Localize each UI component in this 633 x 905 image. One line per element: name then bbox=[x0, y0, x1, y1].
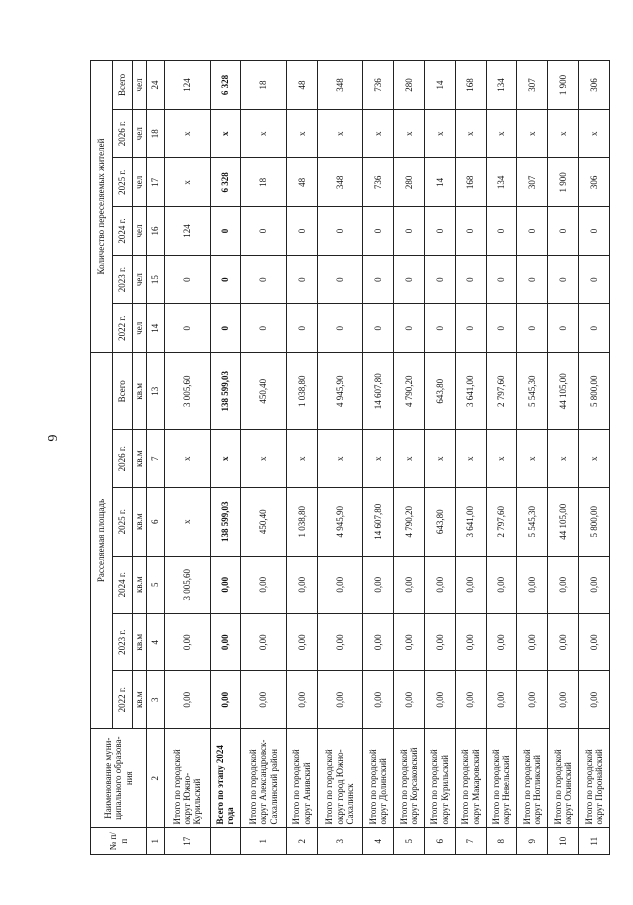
people-unit-cell: чел bbox=[133, 207, 147, 256]
area-value-cell: x bbox=[363, 430, 394, 487]
area-value-cell: 0,00 bbox=[517, 614, 548, 671]
column-number-cell: 24 bbox=[147, 61, 165, 110]
people-value-cell: 306 bbox=[579, 61, 610, 110]
row-number-cell: 11 bbox=[579, 828, 610, 855]
people-year-header: 2024 г. bbox=[113, 207, 133, 256]
area-year-header: 2024 г. bbox=[113, 556, 133, 613]
area-value-cell: 0,00 bbox=[210, 614, 241, 671]
people-value-cell: 280 bbox=[394, 61, 425, 110]
column-number-cell: 13 bbox=[147, 353, 165, 430]
area-value-cell: x bbox=[286, 430, 317, 487]
area-unit-cell: кв.м bbox=[133, 430, 147, 487]
people-value-cell: 306 bbox=[579, 158, 610, 207]
area-unit-cell: кв.м bbox=[133, 487, 147, 556]
people-unit-cell: чел bbox=[133, 109, 147, 158]
area-value-cell: 0,00 bbox=[241, 614, 287, 671]
people-value-cell: 0 bbox=[286, 255, 317, 304]
people-value-cell: 0 bbox=[424, 255, 455, 304]
area-value-cell: 0,00 bbox=[548, 614, 579, 671]
column-number-cell: 1 bbox=[147, 828, 165, 855]
column-number-cell: 2 bbox=[147, 728, 165, 828]
table-row bbox=[424, 61, 455, 855]
people-year-header: 2023 г. bbox=[113, 255, 133, 304]
table-row bbox=[286, 61, 317, 855]
table-row bbox=[394, 61, 425, 855]
column-number-cell: 16 bbox=[147, 207, 165, 256]
area-value-cell: 0,00 bbox=[363, 556, 394, 613]
column-number-cell: 15 bbox=[147, 255, 165, 304]
table-header bbox=[91, 61, 165, 855]
area-value-cell: 0,00 bbox=[241, 671, 287, 728]
people-value-cell: 168 bbox=[455, 61, 486, 110]
municipality-name-cell: Итого по городской округ Невельский bbox=[486, 728, 517, 828]
column-number-cell: 14 bbox=[147, 304, 165, 353]
area-value-cell: 0,00 bbox=[424, 671, 455, 728]
people-value-cell: 18 bbox=[241, 158, 287, 207]
area-value-cell: 5 800,00 bbox=[579, 353, 610, 430]
people-value-cell: 0 bbox=[486, 207, 517, 256]
people-value-cell: x bbox=[517, 109, 548, 158]
row-number-cell: 7 bbox=[455, 828, 486, 855]
municipality-name-cell: Итого по городской округ Александровск-Сахалинский район bbox=[241, 728, 287, 828]
people-value-cell: 48 bbox=[286, 61, 317, 110]
row-number-cell: 6 bbox=[424, 828, 455, 855]
people-value-cell: 0 bbox=[394, 304, 425, 353]
people-value-cell: 280 bbox=[394, 158, 425, 207]
area-value-cell: 0,00 bbox=[455, 556, 486, 613]
municipality-name-cell: Итого по городской округ Охинский bbox=[548, 728, 579, 828]
area-value-cell: 3 005,60 bbox=[165, 353, 211, 430]
col-name-header: Наименование муни-ципального образова-ния bbox=[91, 728, 147, 828]
resettlement-table bbox=[90, 60, 610, 855]
page-number: 6 bbox=[44, 434, 59, 442]
municipality-name-cell: Итого по городской округ Южно-Курильский bbox=[165, 728, 211, 828]
people-value-cell: 0 bbox=[579, 304, 610, 353]
people-value-cell: 0 bbox=[548, 304, 579, 353]
area-value-cell: 0,00 bbox=[317, 556, 363, 613]
area-unit-cell: кв.м bbox=[133, 353, 147, 430]
people-value-cell: 0 bbox=[317, 304, 363, 353]
column-number-cell: 18 bbox=[147, 109, 165, 158]
people-value-cell: x bbox=[210, 109, 241, 158]
area-value-cell: 4 790,20 bbox=[394, 487, 425, 556]
people-year-header: 2025 г. bbox=[113, 158, 133, 207]
table-row bbox=[363, 61, 394, 855]
people-value-cell: 307 bbox=[517, 158, 548, 207]
area-value-cell: x bbox=[165, 430, 211, 487]
people-value-cell: 0 bbox=[210, 304, 241, 353]
municipality-name-cell: Итого по городской округ Поронайский bbox=[579, 728, 610, 828]
area-year-header: 2022 г. bbox=[113, 671, 133, 728]
area-value-cell: 0,00 bbox=[424, 556, 455, 613]
area-value-cell: 14 607,80 bbox=[363, 487, 394, 556]
area-value-cell: 0,00 bbox=[363, 614, 394, 671]
area-value-cell: 0,00 bbox=[486, 671, 517, 728]
table-row bbox=[210, 61, 241, 855]
area-unit-cell: кв.м bbox=[133, 671, 147, 728]
row-number-cell: 1 bbox=[241, 828, 287, 855]
municipality-name-cell: Итого по городской округ Долинский bbox=[363, 728, 394, 828]
area-value-cell: 44 105,00 bbox=[548, 487, 579, 556]
row-number-cell: 10 bbox=[548, 828, 579, 855]
people-value-cell: 0 bbox=[486, 255, 517, 304]
people-value-cell: 0 bbox=[317, 255, 363, 304]
people-value-cell: 0 bbox=[517, 255, 548, 304]
people-value-cell: 0 bbox=[241, 304, 287, 353]
area-value-cell: x bbox=[579, 430, 610, 487]
people-value-cell: 14 bbox=[424, 158, 455, 207]
area-value-cell: 0,00 bbox=[579, 614, 610, 671]
people-year-header: 2022 г. bbox=[113, 304, 133, 353]
area-value-cell: 0,00 bbox=[517, 671, 548, 728]
area-value-cell: 0,00 bbox=[548, 671, 579, 728]
area-value-cell: x bbox=[394, 430, 425, 487]
people-value-cell: 348 bbox=[317, 61, 363, 110]
area-value-cell: 0,00 bbox=[424, 614, 455, 671]
area-value-cell: 0,00 bbox=[486, 556, 517, 613]
area-value-cell: 0,00 bbox=[517, 556, 548, 613]
row-number-cell: 17 bbox=[165, 828, 211, 855]
people-value-cell: 18 bbox=[241, 61, 287, 110]
people-value-cell: 0 bbox=[286, 207, 317, 256]
area-value-cell: 643,80 bbox=[424, 487, 455, 556]
column-number-cell: 3 bbox=[147, 671, 165, 728]
row-number-cell: 3 bbox=[317, 828, 363, 855]
people-value-cell: x bbox=[394, 109, 425, 158]
table-row bbox=[317, 61, 363, 855]
people-value-cell: 6 328 bbox=[210, 158, 241, 207]
area-unit-cell: кв.м bbox=[133, 556, 147, 613]
row-number-cell: 5 bbox=[394, 828, 425, 855]
people-value-cell: x bbox=[317, 109, 363, 158]
area-value-cell: 0,00 bbox=[165, 671, 211, 728]
people-value-cell: 348 bbox=[317, 158, 363, 207]
area-value-cell: x bbox=[317, 430, 363, 487]
column-number-cell: 6 bbox=[147, 487, 165, 556]
area-value-cell: 5 800,00 bbox=[579, 487, 610, 556]
area-value-cell: 3 005,60 bbox=[165, 556, 211, 613]
area-value-cell: 450,40 bbox=[241, 487, 287, 556]
people-value-cell: x bbox=[165, 109, 211, 158]
table-row bbox=[548, 61, 579, 855]
people-value-cell: 1 900 bbox=[548, 158, 579, 207]
people-value-cell: 0 bbox=[286, 304, 317, 353]
people-value-cell: x bbox=[241, 109, 287, 158]
people-value-cell: 0 bbox=[486, 304, 517, 353]
people-value-cell: 0 bbox=[394, 207, 425, 256]
row-number-cell: 4 bbox=[363, 828, 394, 855]
people-value-cell: 0 bbox=[579, 207, 610, 256]
area-value-cell: 2 797,60 bbox=[486, 353, 517, 430]
area-value-cell: 0,00 bbox=[394, 614, 425, 671]
people-value-cell: 124 bbox=[165, 61, 211, 110]
municipality-name-cell: Итого по городской округ город Южно-Сахалинск bbox=[317, 728, 363, 828]
area-value-cell: 0,00 bbox=[548, 556, 579, 613]
column-number-row bbox=[147, 61, 165, 855]
area-value-cell: 0,00 bbox=[455, 671, 486, 728]
table-row bbox=[486, 61, 517, 855]
people-value-cell: x bbox=[363, 109, 394, 158]
row-number-cell bbox=[210, 828, 241, 855]
area-year-header: Всего bbox=[113, 353, 133, 430]
people-value-cell: 0 bbox=[165, 304, 211, 353]
table-row bbox=[517, 61, 548, 855]
people-value-cell: 0 bbox=[363, 304, 394, 353]
area-value-cell: 0,00 bbox=[286, 671, 317, 728]
people-value-cell: x bbox=[424, 109, 455, 158]
people-value-cell: 1 900 bbox=[548, 61, 579, 110]
area-value-cell: 3 641,00 bbox=[455, 487, 486, 556]
people-value-cell: 307 bbox=[517, 61, 548, 110]
area-value-cell: 0,00 bbox=[579, 556, 610, 613]
column-number-cell: 4 bbox=[147, 614, 165, 671]
people-value-cell: 134 bbox=[486, 158, 517, 207]
people-unit-cell: чел bbox=[133, 304, 147, 353]
area-value-cell: 138 599,03 bbox=[210, 487, 241, 556]
people-group-header: Количество переселяемых жителей bbox=[91, 61, 113, 353]
table-row bbox=[579, 61, 610, 855]
row-number-cell: 2 bbox=[286, 828, 317, 855]
row-number-cell: 8 bbox=[486, 828, 517, 855]
area-value-cell: x bbox=[455, 430, 486, 487]
area-value-cell: 0,00 bbox=[486, 614, 517, 671]
people-value-cell: 14 bbox=[424, 61, 455, 110]
column-number-cell: 5 bbox=[147, 556, 165, 613]
people-value-cell: 0 bbox=[455, 207, 486, 256]
area-value-cell: 0,00 bbox=[363, 671, 394, 728]
rotated-table-container bbox=[90, 60, 610, 855]
area-value-cell: 3 641,00 bbox=[455, 353, 486, 430]
municipality-name-cell: Итого по городской округ Анивский bbox=[286, 728, 317, 828]
area-value-cell: 14 607,80 bbox=[363, 353, 394, 430]
people-value-cell: 0 bbox=[455, 304, 486, 353]
people-value-cell: 6 328 bbox=[210, 61, 241, 110]
people-value-cell: 124 bbox=[165, 207, 211, 256]
people-unit-cell: чел bbox=[133, 158, 147, 207]
row-number-cell: 9 bbox=[517, 828, 548, 855]
area-value-cell: 450,40 bbox=[241, 353, 287, 430]
table-row bbox=[241, 61, 287, 855]
area-value-cell: x bbox=[548, 430, 579, 487]
area-year-header: 2026 г. bbox=[113, 430, 133, 487]
area-value-cell: 0,00 bbox=[317, 671, 363, 728]
table-row bbox=[165, 61, 211, 855]
people-value-cell: 0 bbox=[241, 255, 287, 304]
area-value-cell: 2 797,60 bbox=[486, 487, 517, 556]
people-value-cell: 0 bbox=[455, 255, 486, 304]
people-value-cell: 168 bbox=[455, 158, 486, 207]
people-value-cell: 0 bbox=[165, 255, 211, 304]
municipality-name-cell: Итого по городской округ Ногликский bbox=[517, 728, 548, 828]
people-value-cell: 48 bbox=[286, 158, 317, 207]
people-value-cell: 736 bbox=[363, 61, 394, 110]
area-value-cell: x bbox=[165, 487, 211, 556]
people-value-cell: x bbox=[548, 109, 579, 158]
area-year-header: 2025 г. bbox=[113, 487, 133, 556]
people-value-cell: 0 bbox=[548, 207, 579, 256]
area-year-header: 2023 г. bbox=[113, 614, 133, 671]
column-number-cell: 7 bbox=[147, 430, 165, 487]
people-year-header: 2026 г. bbox=[113, 109, 133, 158]
table-row bbox=[455, 61, 486, 855]
area-value-cell: 4 790,20 bbox=[394, 353, 425, 430]
area-value-cell: x bbox=[241, 430, 287, 487]
people-value-cell: 0 bbox=[363, 207, 394, 256]
people-value-cell: x bbox=[486, 109, 517, 158]
area-value-cell: 1 038,80 bbox=[286, 487, 317, 556]
area-group-header: Расселяемая площадь bbox=[91, 353, 113, 729]
area-value-cell: 0,00 bbox=[286, 556, 317, 613]
area-unit-cell: кв.м bbox=[133, 614, 147, 671]
people-value-cell: x bbox=[165, 158, 211, 207]
people-value-cell: 0 bbox=[424, 304, 455, 353]
people-value-cell: 0 bbox=[210, 207, 241, 256]
area-value-cell: x bbox=[424, 430, 455, 487]
municipality-name-cell: Итого по городской округ Макаровский bbox=[455, 728, 486, 828]
area-value-cell: x bbox=[486, 430, 517, 487]
people-value-cell: 0 bbox=[210, 255, 241, 304]
people-value-cell: 0 bbox=[363, 255, 394, 304]
area-value-cell: 0,00 bbox=[394, 671, 425, 728]
municipality-name-cell: Итого по городской округ Корсаковский bbox=[394, 728, 425, 828]
area-value-cell: 643,80 bbox=[424, 353, 455, 430]
area-value-cell: x bbox=[517, 430, 548, 487]
area-value-cell: 4 945,90 bbox=[317, 353, 363, 430]
people-value-cell: 134 bbox=[486, 61, 517, 110]
area-value-cell: 0,00 bbox=[394, 556, 425, 613]
table-body bbox=[165, 61, 610, 855]
area-value-cell: 0,00 bbox=[241, 556, 287, 613]
people-value-cell: 736 bbox=[363, 158, 394, 207]
people-unit-cell: чел bbox=[133, 255, 147, 304]
area-value-cell: 0,00 bbox=[455, 614, 486, 671]
column-number-cell: 17 bbox=[147, 158, 165, 207]
area-value-cell: x bbox=[210, 430, 241, 487]
area-value-cell: 0,00 bbox=[210, 556, 241, 613]
people-value-cell: x bbox=[455, 109, 486, 158]
area-value-cell: 5 545,30 bbox=[517, 487, 548, 556]
people-value-cell: 0 bbox=[548, 255, 579, 304]
municipality-name-cell: Всего по этапу 2024 года bbox=[210, 728, 241, 828]
people-value-cell: 0 bbox=[579, 255, 610, 304]
area-value-cell: 44 105,00 bbox=[548, 353, 579, 430]
area-value-cell: 5 545,30 bbox=[517, 353, 548, 430]
area-value-cell: 0,00 bbox=[210, 671, 241, 728]
people-value-cell: 0 bbox=[424, 207, 455, 256]
area-value-cell: 138 599,03 bbox=[210, 353, 241, 430]
area-value-cell: 0,00 bbox=[579, 671, 610, 728]
people-value-cell: x bbox=[579, 109, 610, 158]
people-value-cell: 0 bbox=[317, 207, 363, 256]
area-value-cell: 0,00 bbox=[286, 614, 317, 671]
people-value-cell: 0 bbox=[241, 207, 287, 256]
area-value-cell: 4 945,90 bbox=[317, 487, 363, 556]
people-value-cell: 0 bbox=[517, 207, 548, 256]
people-value-cell: x bbox=[286, 109, 317, 158]
people-value-cell: 0 bbox=[394, 255, 425, 304]
area-value-cell: 0,00 bbox=[165, 614, 211, 671]
people-value-cell: 0 bbox=[517, 304, 548, 353]
col-no-header: № п/п bbox=[91, 828, 147, 855]
people-year-header: Всего bbox=[113, 61, 133, 110]
area-value-cell: 0,00 bbox=[317, 614, 363, 671]
area-value-cell: 1 038,80 bbox=[286, 353, 317, 430]
municipality-name-cell: Итого по городской округ Курильский bbox=[424, 728, 455, 828]
people-unit-cell: чел bbox=[133, 61, 147, 110]
